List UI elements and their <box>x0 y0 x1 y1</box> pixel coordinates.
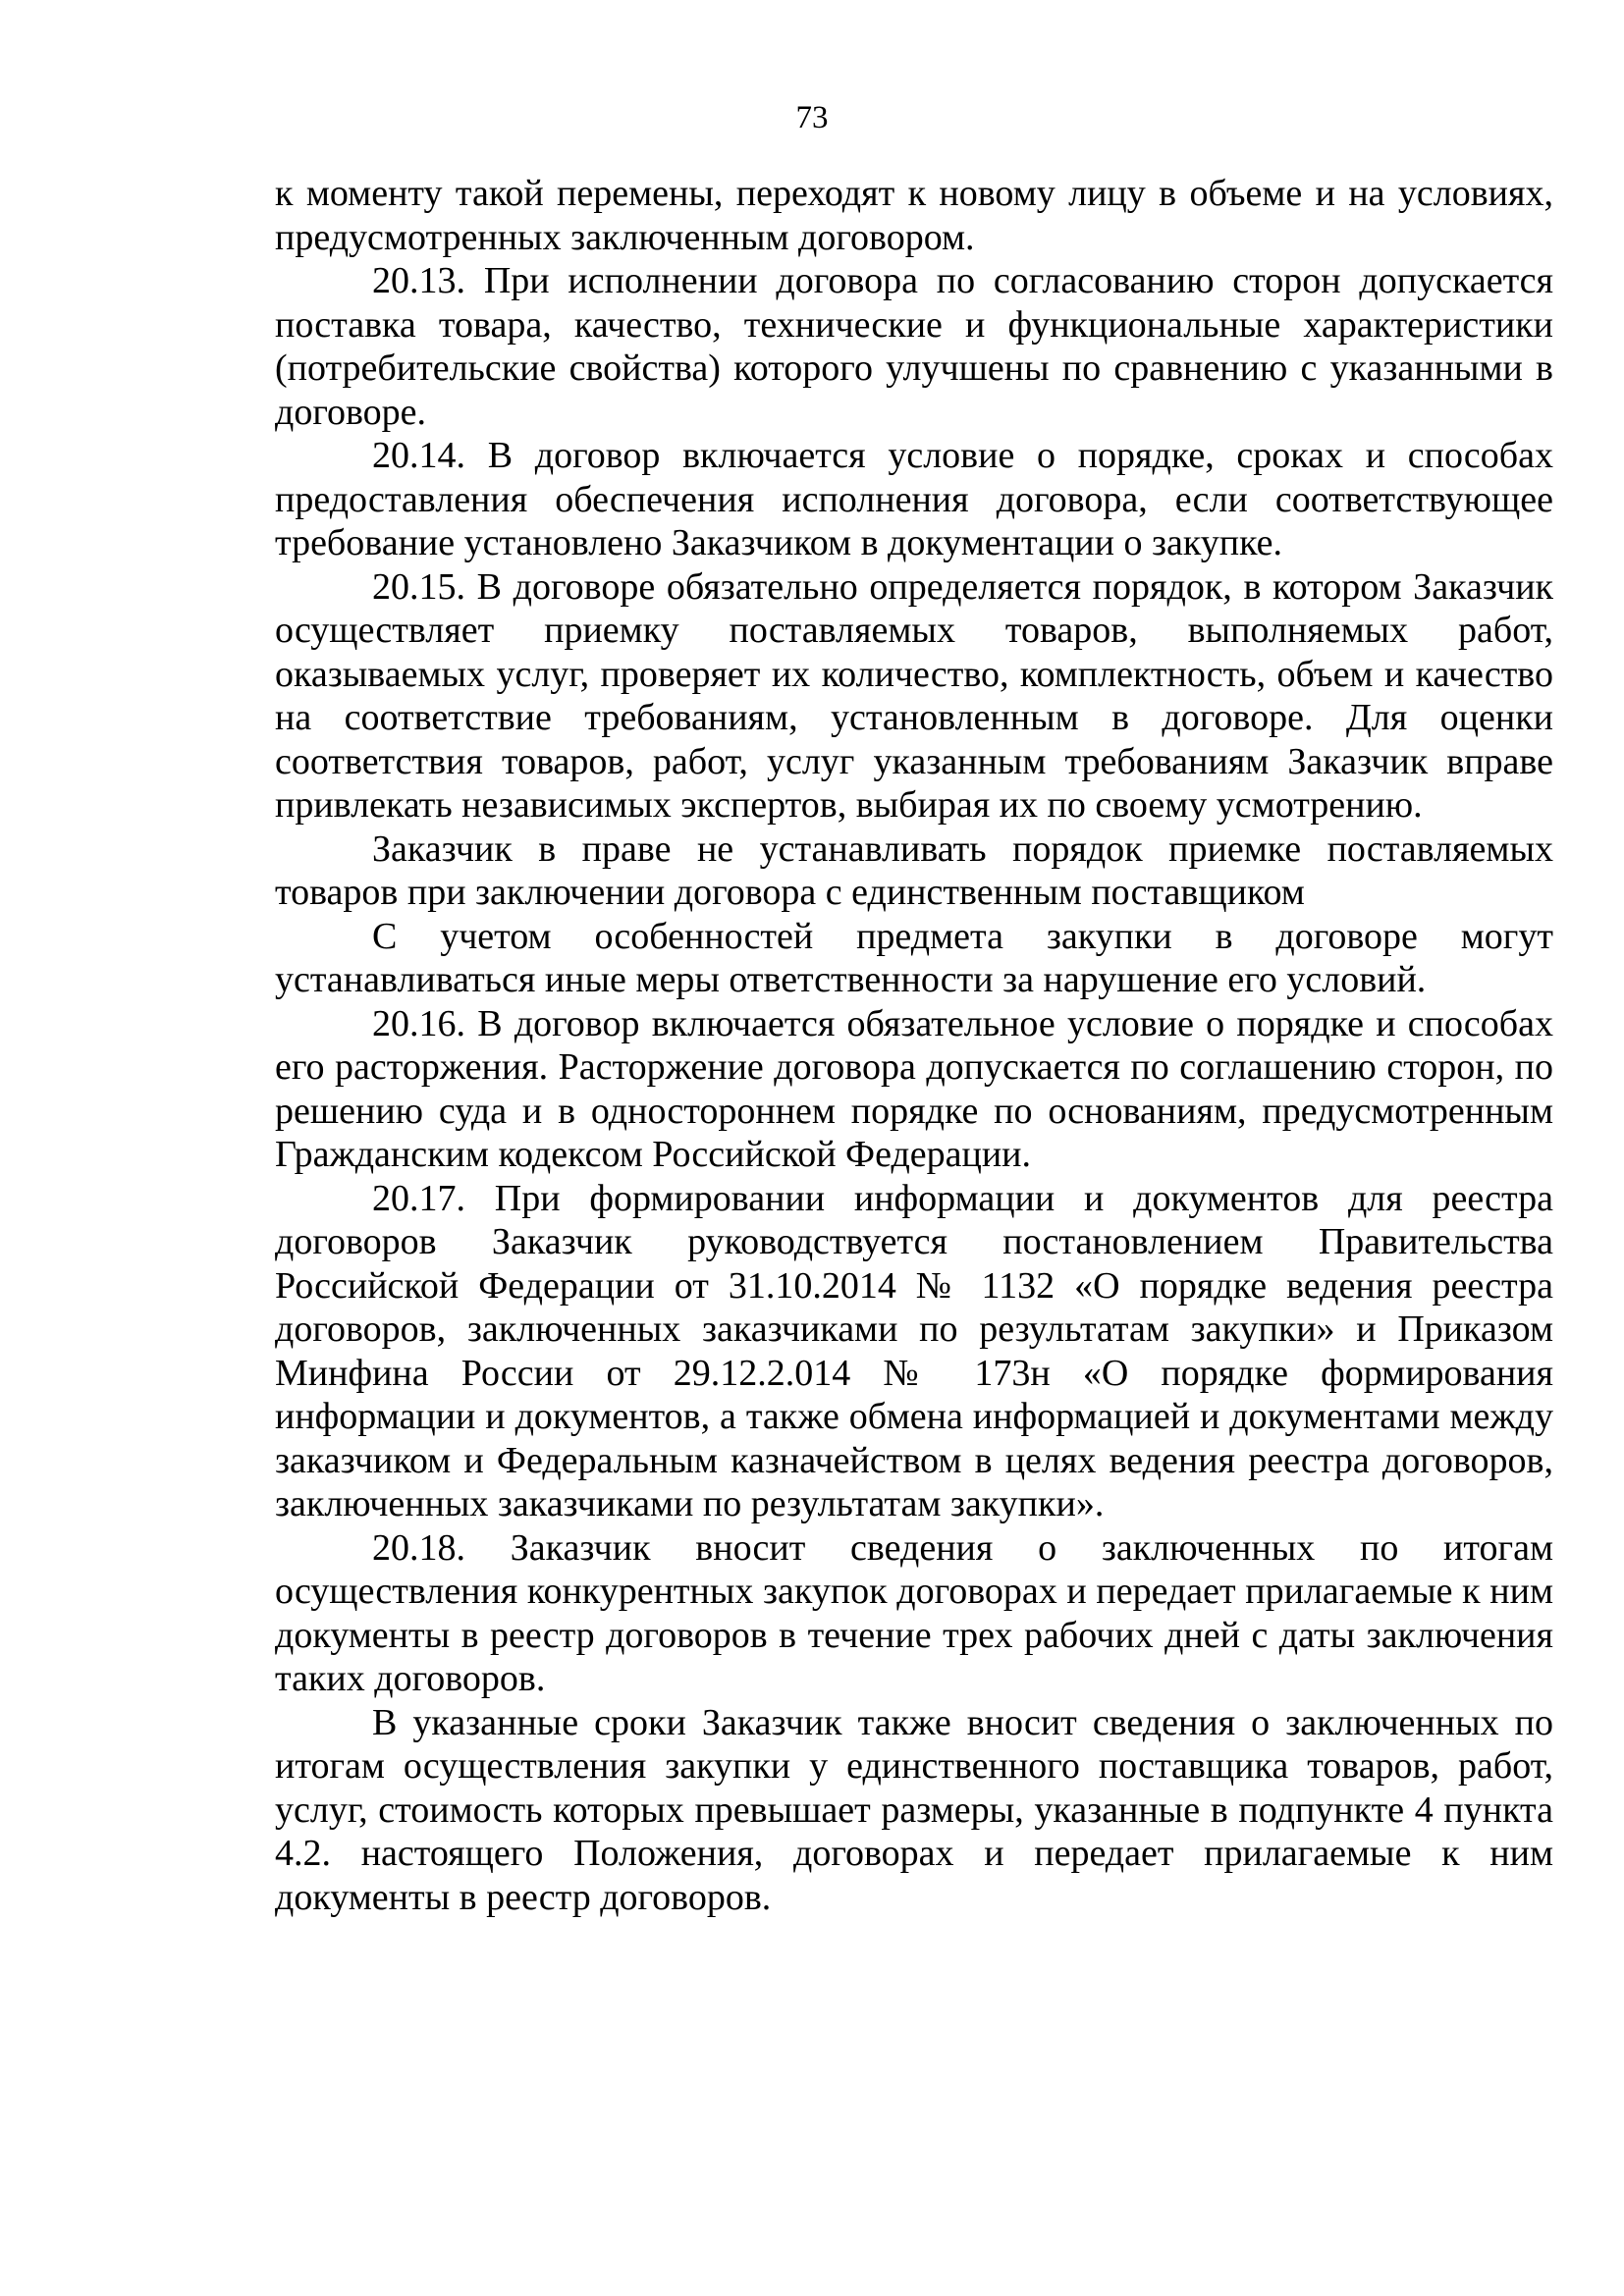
paragraph-20-16: 20.16. В договор включается обязательное условие о порядке и способах его расторжения. Расторжение договора допускается по соглашению сторон, по решению суда и в одностороннем порядке по основаниям, предусмотренным Гражданским кодексом Российской Федерации. <box>275 1002 1553 1175</box>
document-body <box>275 172 1553 1919</box>
paragraph-20-18: 20.18. Заказчик вносит сведения о заключенных по итогам осуществления конкурентных закупок договорах и передает прилагаемые к ним документы в реестр договоров в течение трех рабочих дней с даты заключения таких договоров. <box>275 1526 1553 1699</box>
page-number: 73 <box>795 100 829 135</box>
paragraph-20-13: 20.13. При исполнении договора по согласованию сторон допускается поставка товара, качество, технические и функциональные характеристики (потребительские свойства) которого улучшены по сравнению с указанными в договоре. <box>275 260 1553 433</box>
paragraph-20-14: 20.14. В договор включается условие о порядке, сроках и способах предоставления обеспечения исполнения договора, если соответствующее требование установлено Заказчиком в документации о закупке. <box>275 435 1553 563</box>
paragraph-single-supplier: В указанные сроки Заказчик также вносит сведения о заключенных по итогам осуществления закупки у единственного поставщика товаров, работ, услуг, стоимость которых превышает размеры, указанные в подпункте 4 пункта 4.2. настоящего Положения, договорах и передает прилагаемые к ним документы в реестр договоров. <box>275 1701 1553 1918</box>
paragraph-20-15: 20.15. В договоре обязательно определяется порядок, в котором Заказчик осуществляет приемку поставляемых товаров, выполняемых работ, оказываемых услуг, проверяет их количество, комплектность, объем и качество на соответствие требованиям, установленным в договоре. Для оценки соответствия товаров, работ, услуг указанным требованиям Заказчик вправе привлекать независимых экспертов, выбирая их по своему усмотрению. <box>275 565 1553 826</box>
paragraph-20-17: 20.17. При формировании информации и документов для реестра договоров Заказчик руководствуется постановлением Правительства Российской Федерации от 31.10.2014 № 1132 «О порядке ведения реестра договоров, заключенных заказчиками по результатам закупки» и Приказом Минфина России от 29.12.2.014 № 173н «О порядке формирования информации и документов, а также обмена информацией и документами между заказчиком и Федеральным казначейством в целях ведения реестра договоров, заключенных заказчиками по результатам закупки». <box>275 1177 1553 1524</box>
paragraph-continuation: к моменту такой перемены, переходят к новому лицу в объеме и на условиях, предусмотренных заключенным договором. <box>275 173 1553 258</box>
paragraph-liability: С учетом особенностей предмета закупки в договоре могут устанавливаться иные меры ответственности за нарушение его условий. <box>275 915 1553 1000</box>
paragraph-acceptance-exception: Заказчик в праве не устанавливать порядок приемке поставляемых товаров при заключении договора с единственным поставщиком <box>275 828 1553 913</box>
